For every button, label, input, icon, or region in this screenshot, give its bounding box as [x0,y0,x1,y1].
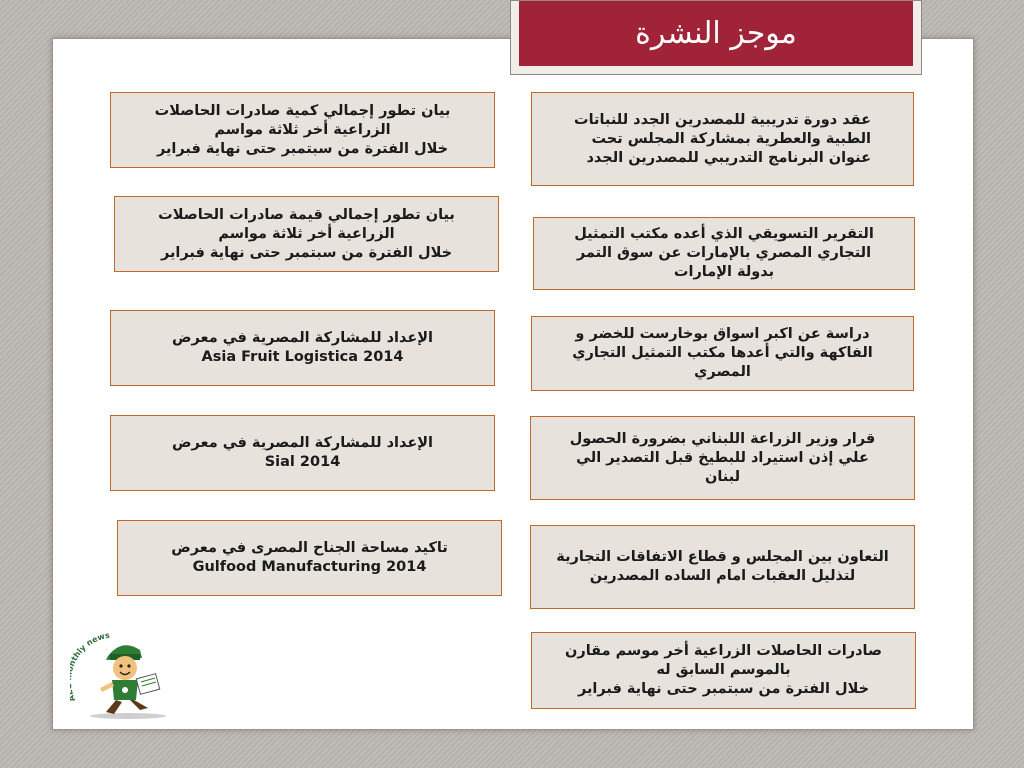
topic-line: دراسة عن اكبر اسواق بوخارست للخضر و [575,326,870,342]
topic-line: خلال الفترة من سبتمبر حتى نهاية فبراير [577,681,870,697]
topic-line: Sial 2014 [264,454,341,470]
topic-box-right-1[interactable] [531,92,914,186]
topic-line: لبنان [704,468,741,485]
newsboy-mascot-icon [70,630,180,720]
topic-line: Gulfood Manufacturing 2014 [192,559,427,575]
topic-box-right-6[interactable] [531,632,916,709]
topic-line: عنوان البرنامج التدريبي للمصدرين الجدد [586,149,871,166]
topic-box-left-3[interactable] [110,310,495,386]
topic-line: الإعداد للمشاركة المصرية في معرض [171,330,434,346]
topic-box-left-1[interactable] [110,92,495,168]
topic-line: Asia Fruit Logistica 2014 [201,349,404,365]
topic-line: قرار وزير الزراعة اللبناني بضرورة الحصول [569,430,876,447]
topic-line: الزراعية أخر ثلاثة مواسم [218,225,395,242]
aec-logo [70,630,180,720]
topic-box-left-4[interactable] [110,415,495,491]
topic-line: الزراعية أخر ثلاثة مواسم [214,121,391,138]
topic-line: عقد دورة تدريبية للمصدرين الجدد للنباتات [574,111,871,128]
topic-line: بالموسم السابق له [656,662,791,678]
topic-line: بيان تطور إجمالي قيمة صادرات الحاصلات [158,206,455,223]
topic-box-right-5[interactable] [530,525,915,609]
topic-line: الفاكهة والتي أعدها مكتب التمثيل التجاري [572,345,873,361]
topic-line: التعاون بين المجلس و قطاع الاتفاقات التجارية [556,549,889,565]
topic-line: تاكيد مساحة الجناح المصرى في معرض [171,540,448,556]
topic-line: التجاري المصري بالإمارات عن سوق التمر [576,245,872,261]
topic-line: صادرات الحاصلات الزراعية أخر موسم مقارن [564,643,883,659]
topic-line: علي إذن استيراد للبطيخ قبل التصدير الي [576,449,869,466]
topic-line: لتذليل العقبات امام الساده المصدرين [589,568,856,584]
logo-text [70,631,111,703]
topic-line: التقرير التسويقي الذي أعده مكتب التمثيل [574,226,874,242]
topic-line: الطبية والعطرية بمشاركة المجلس تحت [591,130,871,147]
topic-box-right-4[interactable] [530,416,915,500]
topic-line: بدولة الإمارات [673,264,775,280]
topic-box-left-5[interactable] [117,520,502,596]
topic-box-right-3[interactable] [531,316,914,391]
topic-line: خلال الفترة من سبتمبر حتى نهاية فبراير [160,244,453,261]
topic-box-right-2[interactable] [533,217,915,290]
topic-box-left-2[interactable] [114,196,499,272]
title-banner [510,0,922,75]
topic-line: بيان تطور إجمالي كمية صادرات الحاصلات [154,102,451,119]
topic-line: المصري [694,364,751,380]
topic-line: الإعداد للمشاركة المصرية في معرض [171,435,434,451]
title-background [519,1,913,66]
topic-line: خلال الفترة من سبتمبر حتى نهاية فبراير [156,140,449,157]
logo-text-path: thly news [70,630,111,663]
page-title: موجز النشرة [635,16,797,51]
